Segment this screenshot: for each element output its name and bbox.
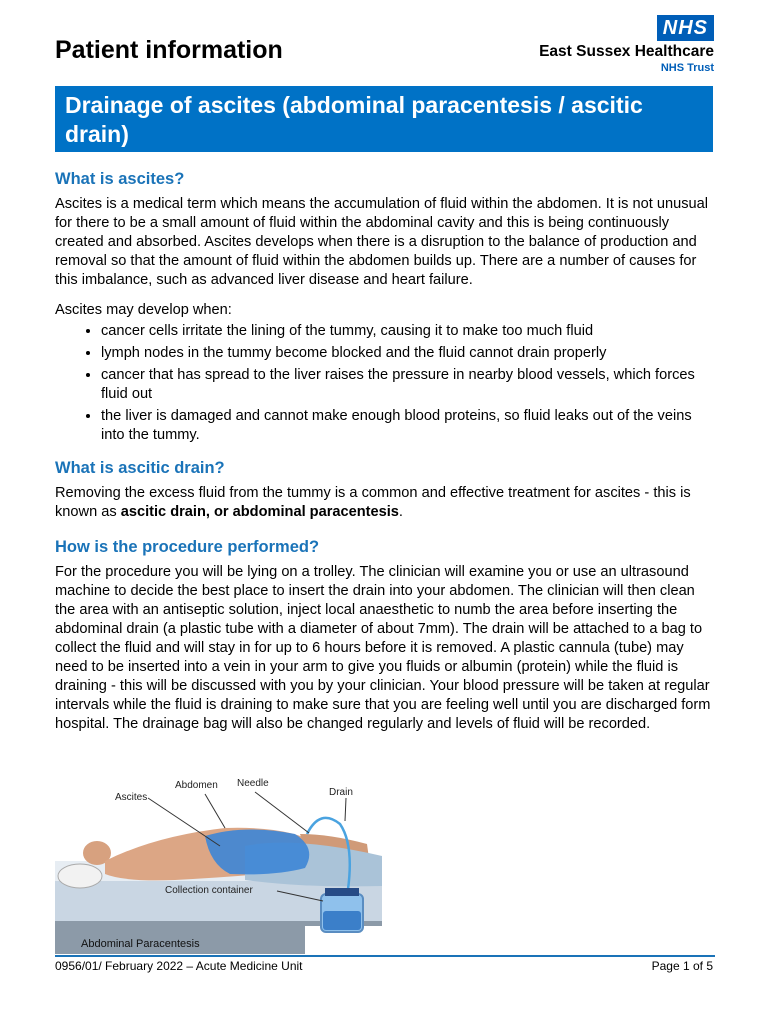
paragraph-ascitic-drain — [55, 484, 715, 522]
document-title-banner: Drainage of ascites (abdominal paracentesis / ascitic drain) — [55, 86, 713, 152]
label-needle: Needle — [237, 778, 269, 789]
label-collection-container: Collection container — [165, 885, 253, 896]
drain-text-start: Removing the excess fluid from the tummy is a common and effective treatment for ascites - this is known as — [55, 485, 691, 520]
trust-name: East Sussex Healthcare — [539, 43, 714, 60]
causes-list — [55, 322, 715, 445]
section-heading-ascitic-drain: What is ascitic drain? — [55, 459, 225, 477]
figure-caption: Abdominal Paracentesis — [81, 938, 200, 950]
label-ascites: Ascites — [115, 792, 148, 803]
nhs-logo — [514, 15, 714, 74]
document-body — [55, 170, 715, 745]
trust-subtitle: NHS Trust — [660, 62, 714, 74]
nhs-badge: NHS — [657, 15, 714, 41]
list-item: • cancer cells irritate the lining of the tummy, causing it to make too much fluid — [101, 322, 715, 341]
footer-document-ref: 0956/01/ February 2022 – Acute Medicine Unit — [55, 959, 303, 973]
footer-divider — [55, 955, 715, 957]
label-abdomen: Abdomen — [175, 780, 218, 791]
paragraph-ascites-causes-intro: Ascites may develop when: — [55, 302, 232, 318]
label-drain: Drain — [329, 787, 353, 798]
list-item: • the liver is damaged and cannot make enough blood proteins, so fluid leaks out of the veins into the tummy. — [101, 407, 715, 445]
paragraph-procedure: For the procedure you will be lying on a trolley. The clinician will examine you or use an ultrasound machine to decide the best place to insert the drain into your abdomen. The clinician will then clean the area with an antiseptic solution, inject local anaesthetic to numb the area before inserting the abdominal drain (a plastic tube with a diameter of about 7mm). The drain will be attached to a bag to collect the fluid and will stay in for up to 6 hours before it is removed. A plastic cannula (tube) may need to be inserted into a vein in your arm to give you fluids or albumin (protein) while the fluid is draining - this will be discussed with you by your clinician. Your blood pressure will be taken at regular intervals while the fluid is draining to make sure that you are feeling well until you are discharged form hospital. The drainage bag will also be changed regularly and levels of fluid will be recorded. — [55, 564, 711, 732]
paracentesis-illustration — [55, 776, 382, 954]
footer-page-number: Page 1 of 5 — [651, 959, 713, 973]
page-title: Patient information — [55, 36, 283, 64]
list-item: • cancer that has spread to the liver raises the pressure in nearby blood vessels, which forces fluid out — [101, 366, 715, 404]
list-item: • lymph nodes in the tummy become blocked and the fluid cannot drain properly — [101, 344, 715, 363]
section-heading-what-is-ascites: What is ascites? — [55, 170, 185, 188]
section-heading-procedure: How is the procedure performed? — [55, 538, 320, 556]
drain-text-end: . — [398, 504, 403, 520]
drain-text-bold: ascitic drain, or abdominal paracentesis — [120, 504, 399, 520]
paragraph-ascites-definition: Ascites is a medical term which means the accumulation of fluid within the abdomen. It is not unusual for there to be a small amount of fluid within the abdominal cavity and this is being continuously created and absorbed. Ascites develops when there is a disruption to the balance of production and removal so that the amount of fluid within the abdomen builds up. There are a number of causes for this imbalance, such as advanced liver disease and heart failure. — [55, 196, 708, 288]
